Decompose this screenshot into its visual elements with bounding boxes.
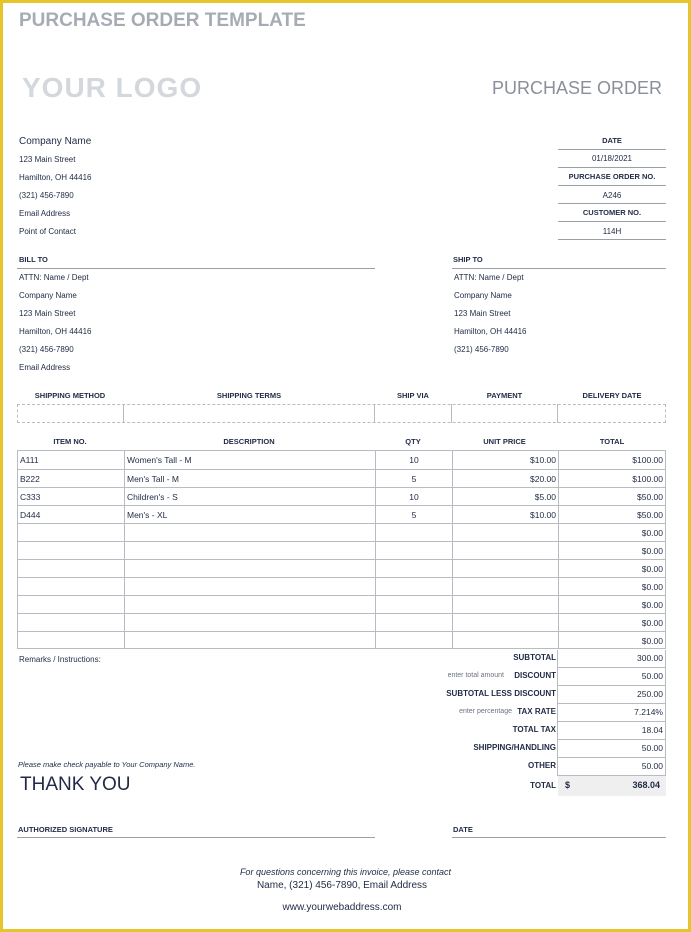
table-row[interactable] [18, 595, 665, 613]
item-no-cell: B222 [20, 474, 40, 484]
table-row[interactable] [18, 613, 665, 631]
payment-header: PAYMENT [486, 391, 523, 400]
unit-price-cell: $20.00 [530, 474, 556, 484]
company-phone: (321) 456-7890 [19, 191, 74, 200]
company-contact: Point of Contact [19, 227, 76, 236]
company-email: Email Address [19, 209, 71, 218]
tax-rate-label: TAX RATE [517, 707, 556, 716]
unit-price-cell: $10.00 [530, 455, 556, 465]
qty-cell [376, 560, 452, 578]
ship-to-label: SHIP TO [453, 255, 483, 264]
unit-price-header: UNIT PRICE [483, 437, 526, 446]
table-row[interactable] [18, 505, 665, 523]
unit-price-cell [453, 542, 556, 560]
table-row[interactable] [18, 451, 665, 469]
qty-cell: 10 [409, 455, 419, 465]
description-header: DESCRIPTION [223, 437, 275, 446]
item-no-cell [20, 524, 120, 542]
total-header: TOTAL [599, 437, 625, 446]
item-no-cell [20, 632, 120, 650]
shipping-handling-value[interactable]: 50.00 [641, 743, 663, 753]
table-row[interactable] [18, 523, 665, 541]
qty-cell [376, 614, 452, 632]
footer-contact: Name, (321) 456-7890, Email Address [256, 880, 428, 891]
description-cell [127, 542, 367, 560]
qty-cell [376, 632, 452, 650]
description-cell: Women's Tall - M [127, 455, 192, 465]
unit-price-cell [453, 632, 556, 650]
item-no-header: ITEM NO. [53, 437, 87, 446]
delivery-date-header: DELIVERY DATE [582, 391, 642, 400]
table-row[interactable] [18, 559, 665, 577]
thank-you: THANK YOU [20, 774, 131, 795]
table-row[interactable] [18, 487, 665, 505]
table-row[interactable] [18, 541, 665, 559]
footer-question: For questions concerning this invoice, please contact [239, 867, 452, 877]
total-cell: $0.00 [641, 618, 663, 628]
signature-date-label: DATE [453, 825, 473, 834]
company-name: Company Name [19, 136, 92, 147]
bill-to-phone: (321) 456-7890 [19, 345, 74, 354]
item-no-cell [20, 560, 120, 578]
bill-to-attn: ATTN: Name / Dept [19, 273, 89, 282]
remarks-label: Remarks / Instructions: [19, 655, 101, 664]
description-cell: Men's - XL [127, 510, 168, 520]
qty-cell [376, 578, 452, 596]
item-no-cell [20, 578, 120, 596]
item-no-cell [20, 542, 120, 560]
tax-rate-value[interactable]: 7.214% [634, 707, 663, 717]
qty-cell [376, 596, 452, 614]
other-label: OTHER [528, 761, 556, 770]
items-table [17, 450, 666, 649]
total-cell: $100.00 [632, 455, 663, 465]
signature-label: AUTHORIZED SIGNATURE [18, 825, 113, 834]
table-row[interactable] [18, 631, 665, 649]
item-no-cell [20, 614, 120, 632]
total-label: TOTAL [530, 781, 556, 790]
date-value[interactable]: 01/18/2021 [591, 154, 633, 163]
total-cell: $0.00 [641, 600, 663, 610]
total-cell: $50.00 [637, 492, 663, 502]
po-number-label: PURCHASE ORDER NO. [568, 172, 656, 181]
unit-price-cell [453, 614, 556, 632]
ship-to-phone: (321) 456-7890 [454, 345, 509, 354]
bill-to-street: 123 Main Street [19, 309, 76, 318]
total-tax-label: TOTAL TAX [512, 725, 556, 734]
description-cell [127, 524, 367, 542]
po-number-value[interactable]: A246 [602, 191, 622, 200]
item-no-cell [20, 596, 120, 614]
unit-price-cell [453, 578, 556, 596]
description-cell: Children's - S [127, 492, 178, 502]
total-cell: $0.00 [641, 564, 663, 574]
description-cell [127, 578, 367, 596]
unit-price-cell: $10.00 [530, 510, 556, 520]
table-row[interactable] [18, 577, 665, 595]
footer-website[interactable]: www.yourwebaddress.com [282, 902, 402, 913]
ship-via-header: SHIP VIA [397, 391, 429, 400]
customer-number-label: CUSTOMER NO. [582, 208, 642, 217]
description-cell [127, 614, 367, 632]
total-cell: $100.00 [632, 474, 663, 484]
unit-price-cell: $5.00 [534, 492, 556, 502]
company-city: Hamilton, OH 44416 [19, 173, 92, 182]
item-no-cell: A111 [20, 455, 39, 465]
signature-date-line[interactable] [452, 837, 666, 838]
item-no-cell: D444 [20, 510, 41, 520]
logo-placeholder: YOUR LOGO [22, 72, 203, 103]
bill-to-company: Company Name [19, 291, 77, 300]
subtotal-label: SUBTOTAL [513, 653, 556, 662]
shipping-handling-label: SHIPPING/HANDLING [473, 743, 556, 752]
qty-cell: 10 [409, 492, 419, 502]
description-cell: Men's Tall - M [127, 474, 180, 484]
total-cell: $50.00 [637, 510, 663, 520]
discount-hint: enter total amount [447, 672, 504, 679]
company-street: 123 Main Street [19, 155, 76, 164]
customer-number-value[interactable]: 114H [602, 227, 622, 236]
total-currency: $ [565, 780, 571, 790]
qty-cell: 5 [411, 510, 417, 520]
bill-to-email: Email Address [19, 363, 71, 372]
shipping-details-row[interactable] [17, 404, 666, 423]
signature-line[interactable] [17, 837, 375, 838]
document-title: PURCHASE ORDER TEMPLATE [19, 10, 306, 31]
unit-price-cell [453, 596, 556, 614]
qty-cell [376, 524, 452, 542]
date-label: DATE [602, 136, 622, 145]
subtotal-value[interactable]: 300.00 [637, 653, 663, 663]
ship-to-company: Company Name [454, 291, 512, 300]
total-cell: $0.00 [641, 546, 663, 556]
unit-price-cell [453, 560, 556, 578]
total-tax-value[interactable]: 18.04 [641, 725, 663, 735]
description-cell [127, 560, 367, 578]
discount-label: DISCOUNT [514, 671, 556, 680]
unit-price-cell [453, 524, 556, 542]
total-cell: $0.00 [641, 636, 663, 646]
qty-cell [376, 542, 452, 560]
subtotal-less-discount-value[interactable]: 250.00 [637, 689, 663, 699]
payable-note: Please make check payable to Your Company Name. [18, 760, 196, 769]
shipping-terms-header: SHIPPING TERMS [216, 391, 282, 400]
total-value: 368.04 [632, 780, 660, 790]
item-no-cell: C333 [20, 492, 41, 502]
bill-to-label: BILL TO [19, 255, 48, 264]
total-cell: $0.00 [641, 582, 663, 592]
qty-header: QTY [405, 437, 421, 446]
ship-to-attn: ATTN: Name / Dept [454, 273, 524, 282]
ship-to-street: 123 Main Street [454, 309, 511, 318]
description-cell [127, 632, 367, 650]
table-row[interactable] [18, 469, 665, 487]
bill-to-city: Hamilton, OH 44416 [19, 327, 92, 336]
discount-value[interactable]: 50.00 [641, 671, 663, 681]
total-cell: $0.00 [641, 528, 663, 538]
tax-rate-hint: enter percentage [459, 708, 512, 715]
description-cell [127, 596, 367, 614]
other-value[interactable]: 50.00 [641, 761, 663, 771]
qty-cell: 5 [411, 474, 417, 484]
subtotal-less-discount-label: SUBTOTAL LESS DISCOUNT [446, 689, 556, 698]
shipping-method-header: SHIPPING METHOD [34, 391, 106, 400]
purchase-order-heading: PURCHASE ORDER [491, 78, 662, 98]
ship-to-city: Hamilton, OH 44416 [454, 327, 527, 336]
